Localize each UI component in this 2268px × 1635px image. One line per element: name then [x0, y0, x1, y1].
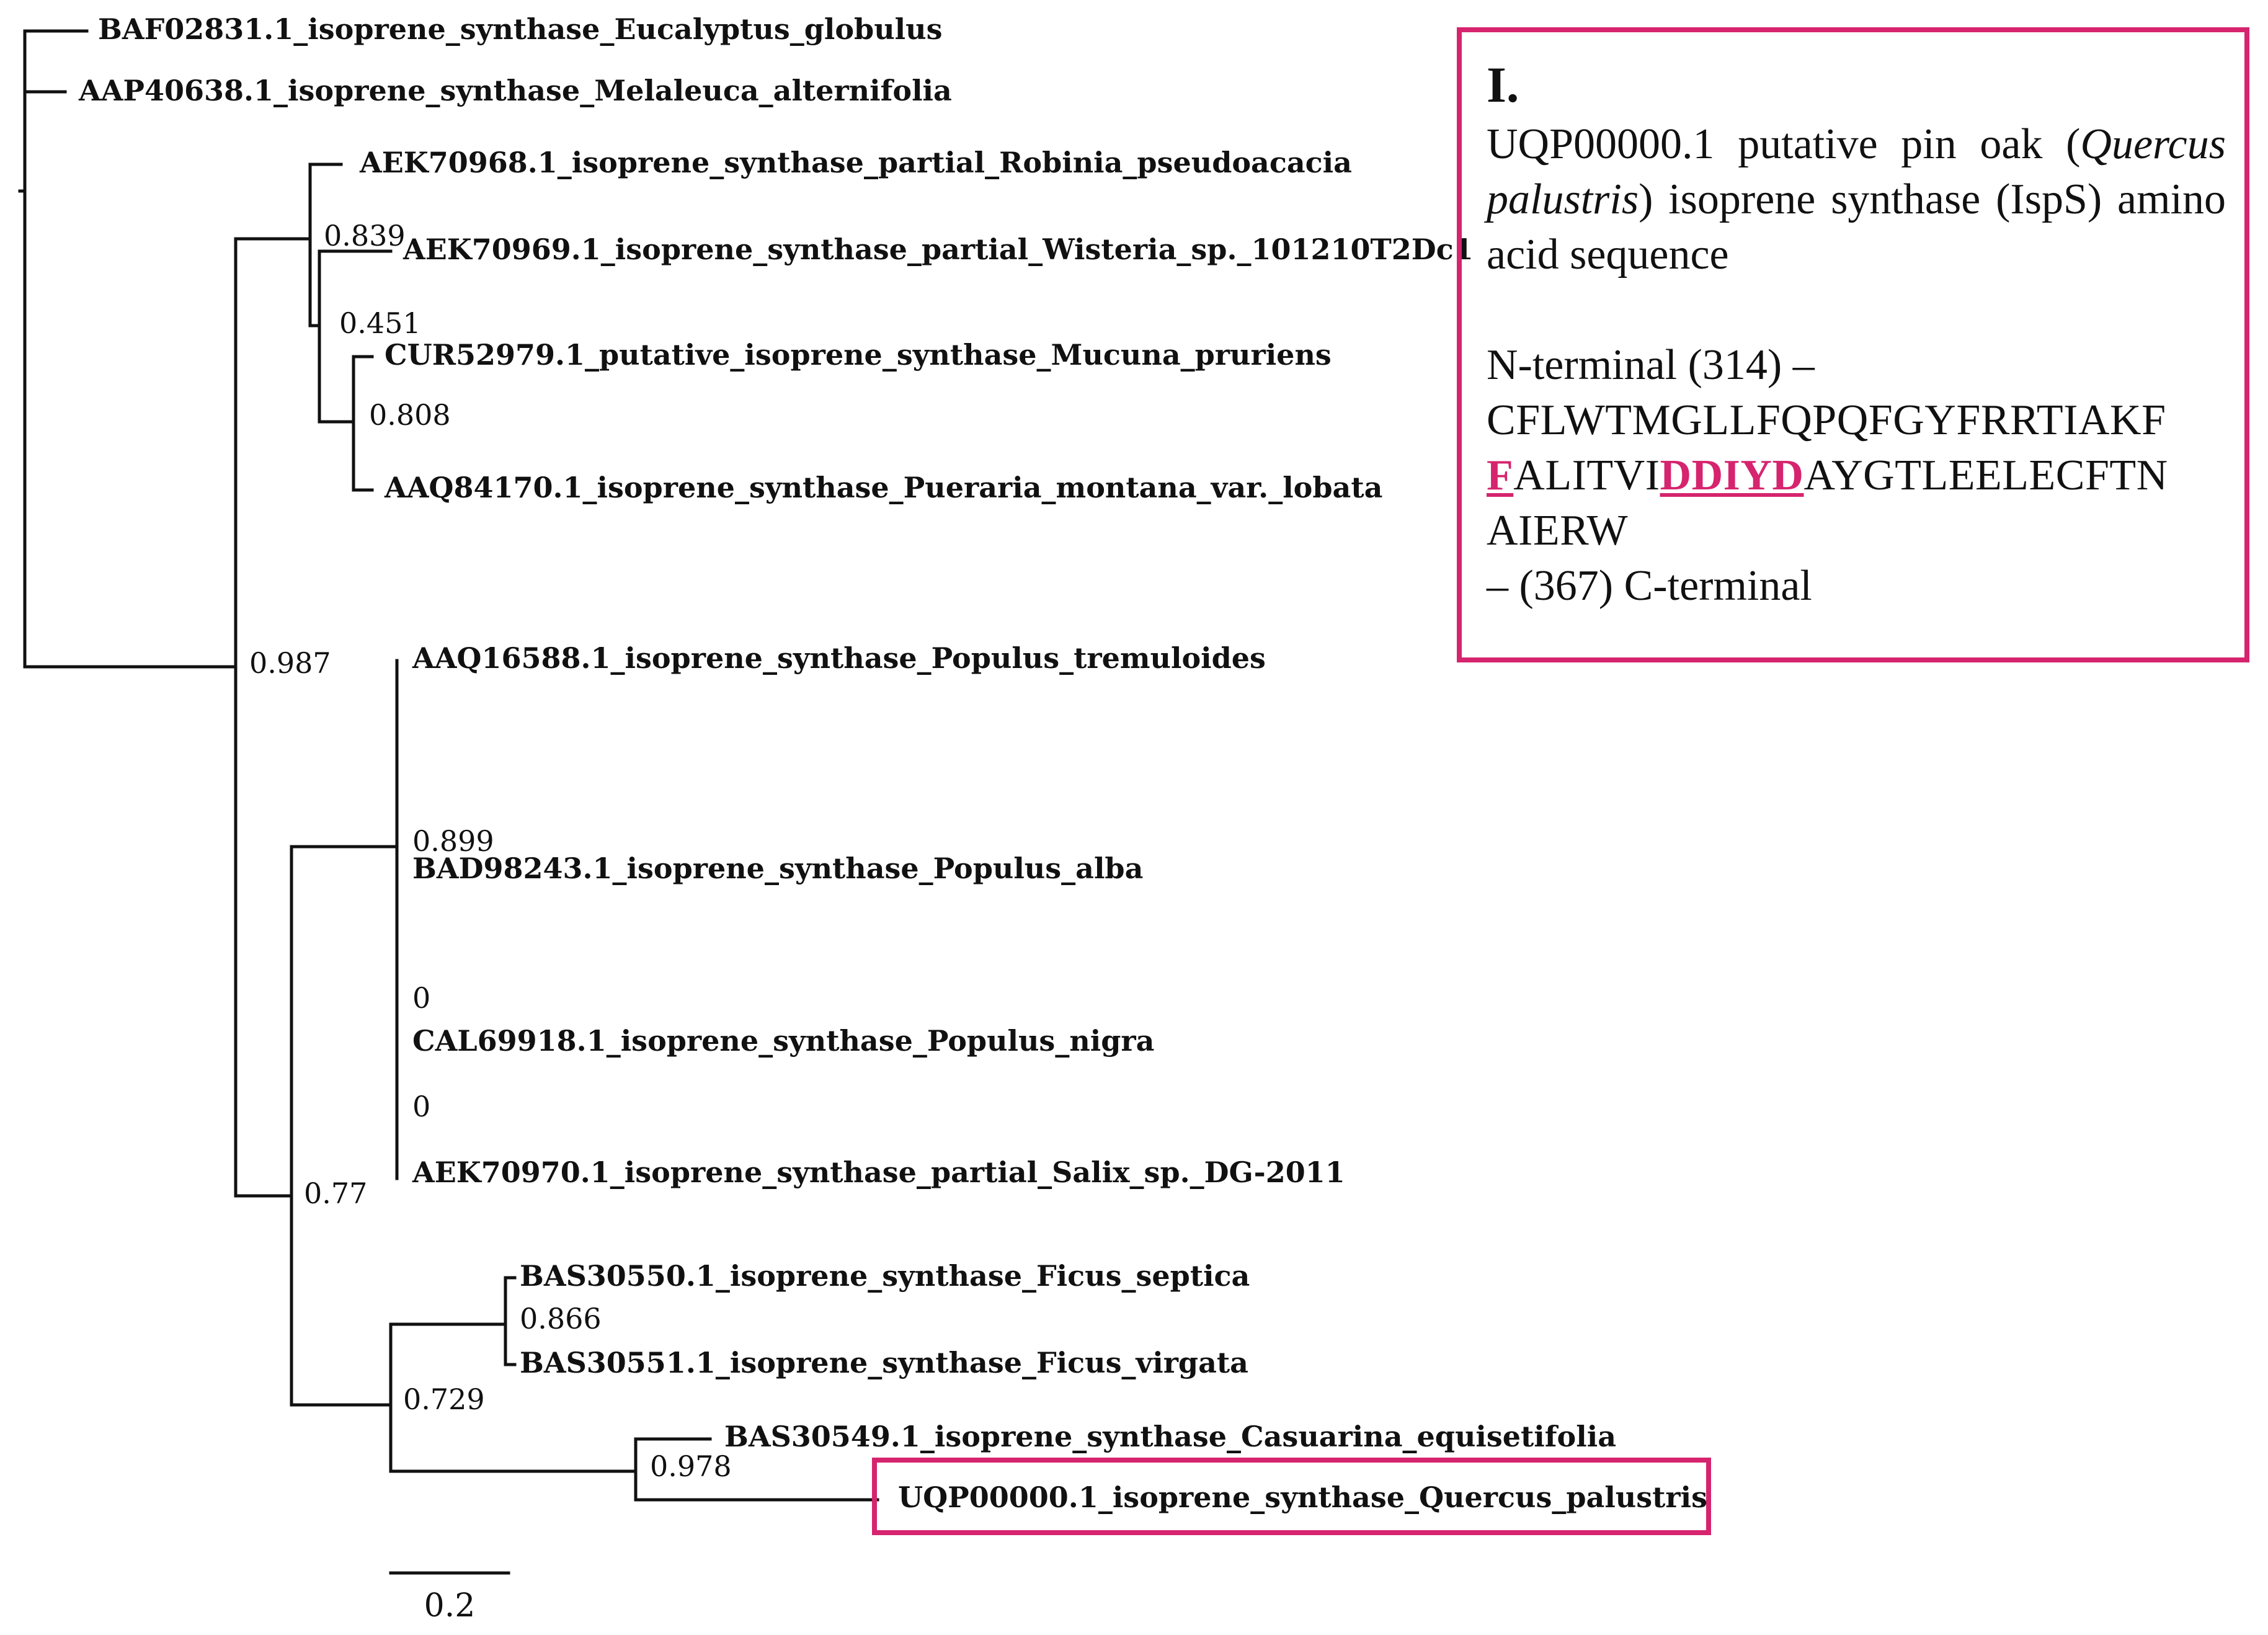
n-terminal-label: N-terminal (314) –: [1487, 341, 1815, 389]
support-quercus: 0.978: [650, 1450, 732, 1483]
support-legume: 0.451: [339, 306, 421, 340]
leaf-label-mucuna: CUR52979.1_putative_isoprene_synthase_Mucuna_pruriens: [385, 338, 1332, 372]
sequence-line-3: AIERW: [1487, 507, 1629, 555]
spacer: [1487, 282, 2226, 337]
sequence-motif-ddiyd: DDIYD: [1660, 452, 1804, 499]
support-ficus: 0.866: [520, 1302, 602, 1335]
support-nigra: 0: [412, 981, 431, 1015]
leaf-label-nigra: CAL69918.1_isoprene_synthase_Populus_nigra: [412, 1024, 1155, 1058]
leaf-label-tremuloides: AAQ16588.1_isoprene_synthase_Populus_tremuloides: [412, 641, 1266, 675]
leaf-label-salix: AEK70970.1_isoprene_synthase_partial_Salix_sp._DG-2011: [412, 1156, 1345, 1189]
sequence-tail: AYGTLEELECFTN: [1803, 452, 2168, 499]
support-fagales: 0.729: [403, 1383, 485, 1416]
accession-id: UQP00000.1: [1487, 120, 1715, 168]
sequence-mark-f: F: [1487, 452, 1514, 499]
leaf-label-septica: BAS30550.1_isoprene_synthase_Ficus_septica: [520, 1259, 1250, 1293]
leaf-label-virgata: BAS30551.1_isoprene_synthase_Ficus_virgata: [520, 1346, 1248, 1379]
leaf-label-quercus: UQP00000.1_isoprene_synthase_Quercus_palustris: [898, 1481, 1708, 1514]
support-lower: 0.77: [304, 1177, 368, 1210]
support-values: [249, 219, 732, 1483]
sequence-line-1: CFLWTMGLLFQPQFGYFRRTIAKF: [1487, 396, 2166, 444]
support-salix: 0: [412, 1090, 431, 1123]
leaf-label-robinia: AEK70968.1_isoprene_synthase_partial_Robinia_pseudoacacia: [360, 146, 1352, 179]
leaf-label-melaleuca: AAP40638.1_isoprene_synthase_Melaleuca_alternifolia: [79, 74, 952, 107]
description-post: ) isoprene synthase (IspS) amino acid sequence: [1487, 176, 2226, 278]
panel-description: [1487, 117, 2226, 282]
leaf-label-pueraria: AAQ84170.1_isoprene_synthase_Pueraria_montana_var._lobata: [385, 471, 1383, 504]
description-pre: putative pin oak (: [1738, 120, 2081, 168]
species-name: Quercus palustris: [1487, 120, 2226, 223]
panel-label: I.: [1487, 56, 1519, 113]
support-populus: 0.899: [412, 824, 494, 858]
support-main: 0.987: [249, 646, 331, 680]
c-terminal-label: – (367) C-terminal: [1487, 562, 1812, 610]
support-mucuna: 0.808: [369, 398, 451, 432]
support-wisteria: 0.839: [324, 219, 406, 252]
leaf-label-casuarina: BAS30549.1_isoprene_synthase_Casuarina_equisetifolia: [724, 1420, 1616, 1453]
sequence-info-panel: [1457, 27, 2249, 662]
sequence-mid: ALITVI: [1513, 452, 1660, 499]
scale-bar-label: 0.2: [424, 1587, 476, 1624]
leaf-label-wisteria: AEK70969.1_isoprene_synthase_partial_Wisteria_sp._101210T2Dc1: [403, 233, 1474, 266]
sequence-line-2: [1487, 448, 2226, 503]
leaf-label-eucalyptus: BAF02831.1_isoprene_synthase_Eucalyptus_globulus: [98, 12, 943, 46]
leaf-label-alba: BAD98243.1_isoprene_synthase_Populus_alba: [412, 852, 1144, 885]
scale-bar: [391, 1573, 509, 1624]
